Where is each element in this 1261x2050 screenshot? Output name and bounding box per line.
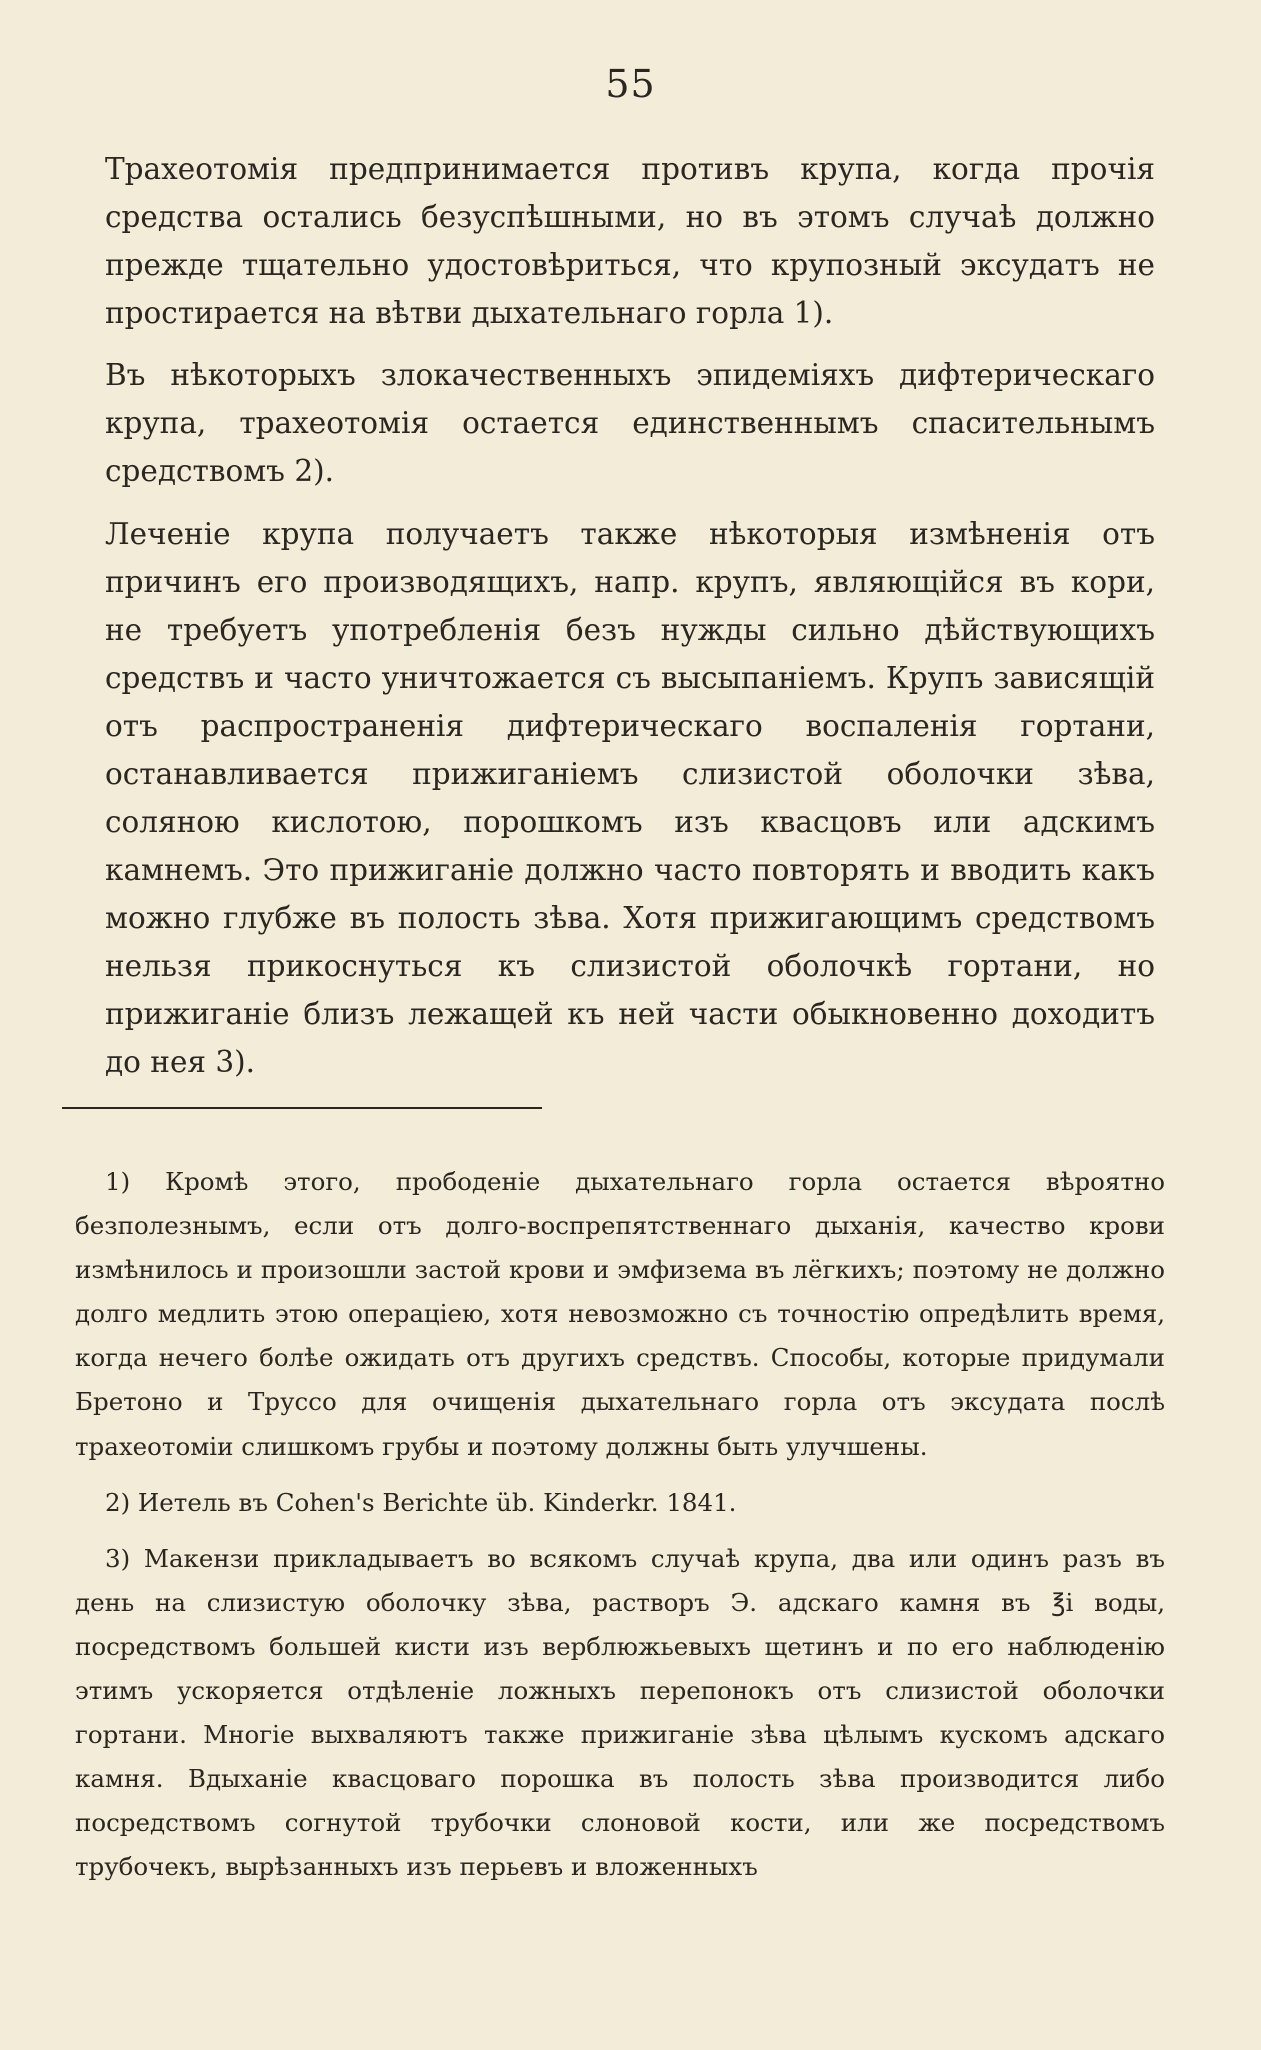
body-paragraph: Леченіе крупа получаетъ также нѣкоторыя измѣненія отъ причинъ его производящихъ, напр. крупъ, являющійся въ кори, не требуетъ употребленія безъ нужды сильно дѣйствующихъ средствъ и часто уничтожается съ высыпаніемъ. Крупъ зависящій отъ распространенія дифтерическаго воспаленія гортани, останавливается прижиганіемъ слизистой оболочки зѣва, соляною кислотою, порошкомъ изъ квасцовъ или адскимъ камнемъ. Это прижиганіе должно часто повторять и вводить какъ можно глубже въ полость зѣва. Хотя прижигающимъ средствомъ нельзя прикоснуться къ слизистой оболочкѣ гортани, но прижиганіе близъ лежащей къ ней части обыкновенно доходитъ до нея 3).: [105, 516, 1155, 1080]
footnote: 1) Кромѣ этого, прободеніе дыхательнаго горла остается вѣроятно безполезнымъ, если отъ долго-воспрепятственнаго дыханія, качество крови измѣнилось и произошли застой крови и эмфизема въ лёгкихъ; поэтому не должно долго медлить этою операціею, хотя невозможно съ точностію опредѣлить время, когда нечего болѣе ожидать отъ другихъ средствъ. Способы, которые придумали Бретоно и Труссо для очищенія дыхательнаго горла отъ эксудата послѣ трахеотоміи слишкомъ грубы и поэтому должны быть улучшены.: [75, 1167, 1165, 1461]
footnote: 3) Макензи прикладываетъ во всякомъ случаѣ крупа, два или одинъ разъ въ день на слизистую оболочку зѣва, растворъ Э. адскаго камня въ ℥i воды, посредствомъ большей кисти изъ верблюжьевыхъ щетинъ и по его наблюденію этимъ ускоряется отдѣленіе ложныхъ перепонокъ отъ слизистой оболочки гортани. Многіе выхваляютъ также прижиганіе зѣва цѣлымъ кускомъ адскаго камня. Вдыханіе квасцоваго порошка въ полость зѣва производится либо посредствомъ согнутой трубочки слоновой кости, или же посредствомъ трубочекъ, вырѣзанныхъ изъ перьевъ и вложенныхъ: [75, 1543, 1165, 1882]
body-paragraph: Въ нѣкоторыхъ злокачественныхъ эпидеміяхъ дифтерическаго крупа, трахеотомія остается единственнымъ спасительнымъ средствомъ 2).: [105, 358, 1155, 489]
footnotes: [75, 1160, 1165, 1902]
footnote: 2) Иетель въ Cohen's Berichte üb. Kinderkr. 1841.: [105, 1487, 737, 1517]
page-number: 55: [605, 62, 656, 106]
main-text: [105, 145, 1155, 1100]
footnote-separator: [62, 1107, 542, 1109]
body-paragraph: Трахеотомія предпринимается противъ крупа, когда прочія средства остались безуспѣшными, но въ этомъ случаѣ должно прежде тщательно удостовѣриться, что крупозный эксудатъ не простирается на вѣтви дыхательнаго горла 1).: [105, 152, 1155, 331]
